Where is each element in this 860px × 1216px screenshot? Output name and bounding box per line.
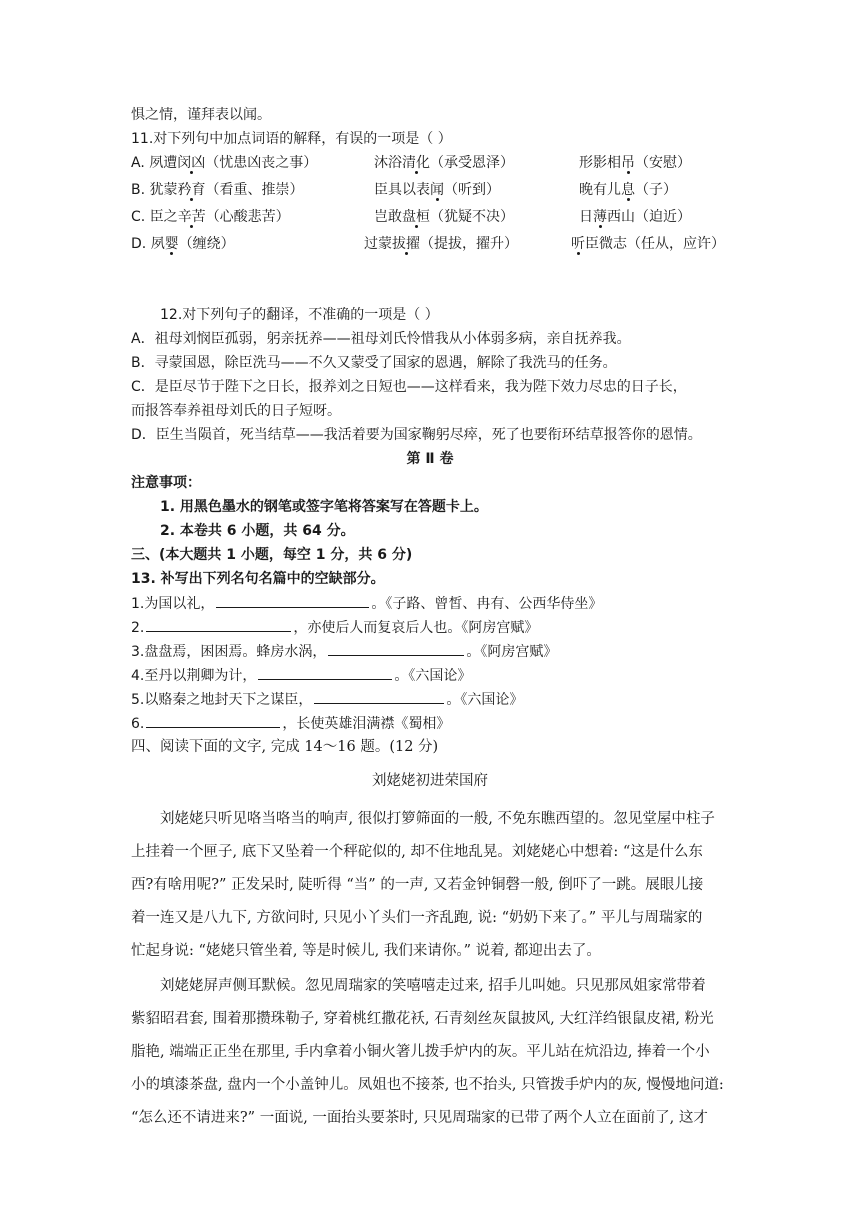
notice-item-2: 2. 本卷共 6 小题，共 64 分。 [160, 523, 355, 539]
answer-blank [146, 713, 280, 728]
q12-option-a: A．祖母刘悯臣孤弱，躬亲抚养——祖母刘氏怜惜我从小体弱多病，亲自抚养我。 [131, 331, 631, 347]
q12-option-c: C．是臣尽节于陛下之日长，报养刘之日短也——这样看来，我为陛下效力尽忠的日子长， [131, 379, 687, 395]
phrase-prefix: 过蒙 [364, 236, 392, 252]
notice-heading: 注意事项： [131, 475, 201, 491]
fill-item-1 [131, 593, 602, 614]
dotted-word: 听 [571, 236, 585, 252]
answer-blank [216, 593, 369, 608]
phrase-prefix: 晚有儿 [579, 182, 621, 198]
phrase-prefix: 形影相 [579, 155, 621, 171]
fill-item-suffix: 。《六国论》 [394, 668, 472, 684]
dotted-word: 息 [621, 182, 635, 198]
q11-option-a-item-2 [374, 153, 514, 173]
phrase-gloss: （安慰） [635, 155, 691, 171]
q12-option-d: D．臣生当陨首，死当结草——我活着要为国家鞠躬尽瘁，死了也要衔环结草报答你的恩情。 [131, 427, 702, 443]
q11-stem: 11.对下列句中加点词语的解释，有误的一项是（ ） [131, 131, 452, 147]
fill-item-2 [131, 617, 538, 638]
intro-tail: 惧之情，谨拜表以闻。 [131, 107, 271, 123]
fill-item-suffix: 。《六国论》 [446, 692, 524, 708]
option-letter: B. [131, 182, 150, 198]
paragraph-1-line-3: 西?有啥用呢?” 正发呆时, 陡听得 “当” 的一声, 又若金钟铜磬一般, 倒吓了一跳。展眼儿接 [131, 877, 704, 893]
phrase-gloss: （犹疑不决） [430, 209, 514, 225]
phrase-gloss: （子） [635, 182, 677, 198]
paragraph-1-line-4: 着一连又是八九下, 方欲问时, 只见小丫头们一齐乱跑, 说: “奶奶下来了。” 平儿与周瑞家的 [131, 910, 703, 926]
answer-blank [258, 665, 392, 680]
q11-option-d-item-2 [364, 234, 518, 254]
q13-stem: 13. 补写出下列名句名篇中的空缺部分。 [131, 571, 385, 587]
q11-option-b-item-2 [374, 180, 500, 200]
phrase-gloss: （听到） [444, 182, 500, 198]
q11-option-a-item-3 [579, 153, 691, 173]
dotted-word: 辛苦 [177, 209, 206, 225]
dotted-word: 矜育 [177, 182, 206, 198]
phrase-prefix: 臣之 [149, 209, 178, 225]
answer-blank [314, 689, 444, 704]
dotted-word: 吊 [621, 155, 635, 171]
option-letter: A. [131, 155, 150, 171]
phrase-prefix: 犹蒙 [149, 182, 178, 198]
phrase-prefix: 沐浴 [374, 155, 402, 171]
q11-option-c-item-1 [131, 207, 290, 227]
dotted-word: 薄 [593, 209, 607, 225]
answer-blank [146, 617, 291, 632]
paragraph-1-line-5: 忙起身说: “姥姥只管坐着, 等是时候儿, 我们来请你。” 说着, 都迎出去了。 [131, 943, 601, 959]
phrase-prefix: 日 [579, 209, 593, 225]
fill-item-3 [131, 641, 557, 662]
fill-item-prefix: 4.至丹以荆卿为计， [131, 668, 257, 684]
phrase-gloss: （缠绕） [178, 236, 235, 252]
dotted-word: 拔擢 [392, 236, 420, 252]
paragraph-2-line-5: “怎么还不请进来?” 一面说, 一面抬头要茶时, 只见周瑞家的已带了两个人立在面前了, 这才 [131, 1110, 708, 1126]
q11-option-a-item-1 [131, 153, 317, 173]
q12-option-b: B．寻蒙国恩，除臣洗马——不久又蒙受了国家的恩遇，解除了我洗马的任务。 [131, 355, 617, 371]
paragraph-2-line-1: 刘姥姥屏声侧耳默候。忽见周瑞家的笑嘻嘻走过来, 招手儿叫她。只见那凤姐家常带着 [160, 978, 706, 994]
phrase-prefix: 夙遭 [149, 155, 178, 171]
q11-option-c-item-3 [579, 207, 691, 227]
fill-item-suffix: 。《阿房宫赋》 [466, 644, 558, 660]
option-letter: C. [131, 209, 150, 225]
phrase-gloss: 西山（迫近） [607, 209, 691, 225]
phrase-gloss: （承受恩泽） [430, 155, 514, 171]
dotted-word: 盘桓 [402, 209, 430, 225]
fill-item-4 [131, 665, 471, 686]
passage-title: 刘姥姥初进荣国府 [372, 773, 488, 789]
phrase-gloss: （心酸悲苦） [205, 209, 290, 225]
phrase-prefix: 岂敢 [374, 209, 402, 225]
paragraph-2-line-2: 紫貂昭君套, 围着那攒珠勒子, 穿着桃红撒花袄, 石青刻丝灰鼠披风, 大红洋绉银鼠皮裙, 粉光 [131, 1011, 714, 1027]
part2-title: 第 Ⅱ 卷 [406, 451, 454, 467]
fill-item-prefix: 5.以赂秦之地封天下之谋臣， [131, 692, 313, 708]
q11-option-d-item-3 [571, 234, 725, 254]
q12-stem: 12.对下列句子的翻译，不准确的一项是（ ） [160, 307, 439, 323]
section3-heading: 三、(本大题共 1 小题，每空 1 分，共 6 分) [131, 547, 413, 563]
q11-option-d-item-1 [131, 234, 235, 254]
fill-item-prefix: 6. [131, 716, 145, 732]
phrase-gloss: （提拔，擢升） [420, 236, 518, 252]
phrase-prefix: 夙 [150, 236, 165, 252]
q11-option-b-item-1 [131, 180, 304, 200]
dotted-word: 闻 [430, 182, 444, 198]
dotted-word: 清化 [402, 155, 430, 171]
dotted-word: 闵凶 [177, 155, 206, 171]
fill-item-prefix: 3.盘盘焉，困困焉。蜂房水涡， [131, 644, 327, 660]
fill-item-suffix: 。《子路、曾皙、冉有、公西华侍坐》 [371, 596, 603, 612]
phrase-gloss: （看重、推崇） [205, 182, 304, 198]
phrase-gloss: （忧患凶丧之事） [205, 155, 318, 171]
paragraph-1-line-1: 刘姥姥只听见咯当咯当的响声, 很似打箩筛面的一般, 不免东瞧西望的。忽见堂屋中柱子 [160, 811, 715, 827]
fill-item-prefix: 2. [131, 620, 145, 636]
q12-option-c-cont: 而报答奉养祖母刘氏的日子短呀。 [131, 403, 341, 419]
phrase-prefix: 臣具以表 [374, 182, 430, 198]
phrase-gloss: 臣微志（任从，应许） [585, 236, 725, 252]
dotted-word: 婴 [164, 236, 179, 252]
paragraph-1-line-2: 上挂着一个匣子, 底下又坠着一个秤砣似的, 却不住地乱晃。刘姥姥心中想着: “这是什么东 [131, 844, 703, 860]
paragraph-2-line-3: 脂艳, 端端正正坐在那里, 手内拿着小铜火箸儿拨手炉内的灰。平儿站在炕沿边, 捧着一个小 [131, 1044, 710, 1060]
fill-item-6 [131, 713, 450, 734]
option-letter: D. [131, 236, 151, 252]
fill-item-prefix: 1.为国以礼， [131, 596, 215, 612]
fill-item-suffix: ，长使英雄泪满襟《蜀相》 [282, 716, 451, 732]
notice-item-1: 1. 用黑色墨水的钢笔或签字笔将答案写在答题卡上。 [160, 499, 488, 515]
fill-item-5 [131, 689, 523, 710]
paragraph-2-line-4: 小的填漆茶盘, 盘内一个小盖钟儿。凤姐也不接茶, 也不抬头, 只管拨手炉内的灰, 慢慢地问道: [131, 1077, 724, 1093]
section4-heading: 四、阅读下面的文字, 完成 14～16 题。(12 分) [131, 739, 439, 755]
fill-item-suffix: ，亦使后人而复哀后人也。《阿房宫赋》 [293, 620, 539, 636]
q11-option-c-item-2 [374, 207, 514, 227]
q11-option-b-item-3 [579, 180, 677, 200]
answer-blank [328, 641, 464, 656]
